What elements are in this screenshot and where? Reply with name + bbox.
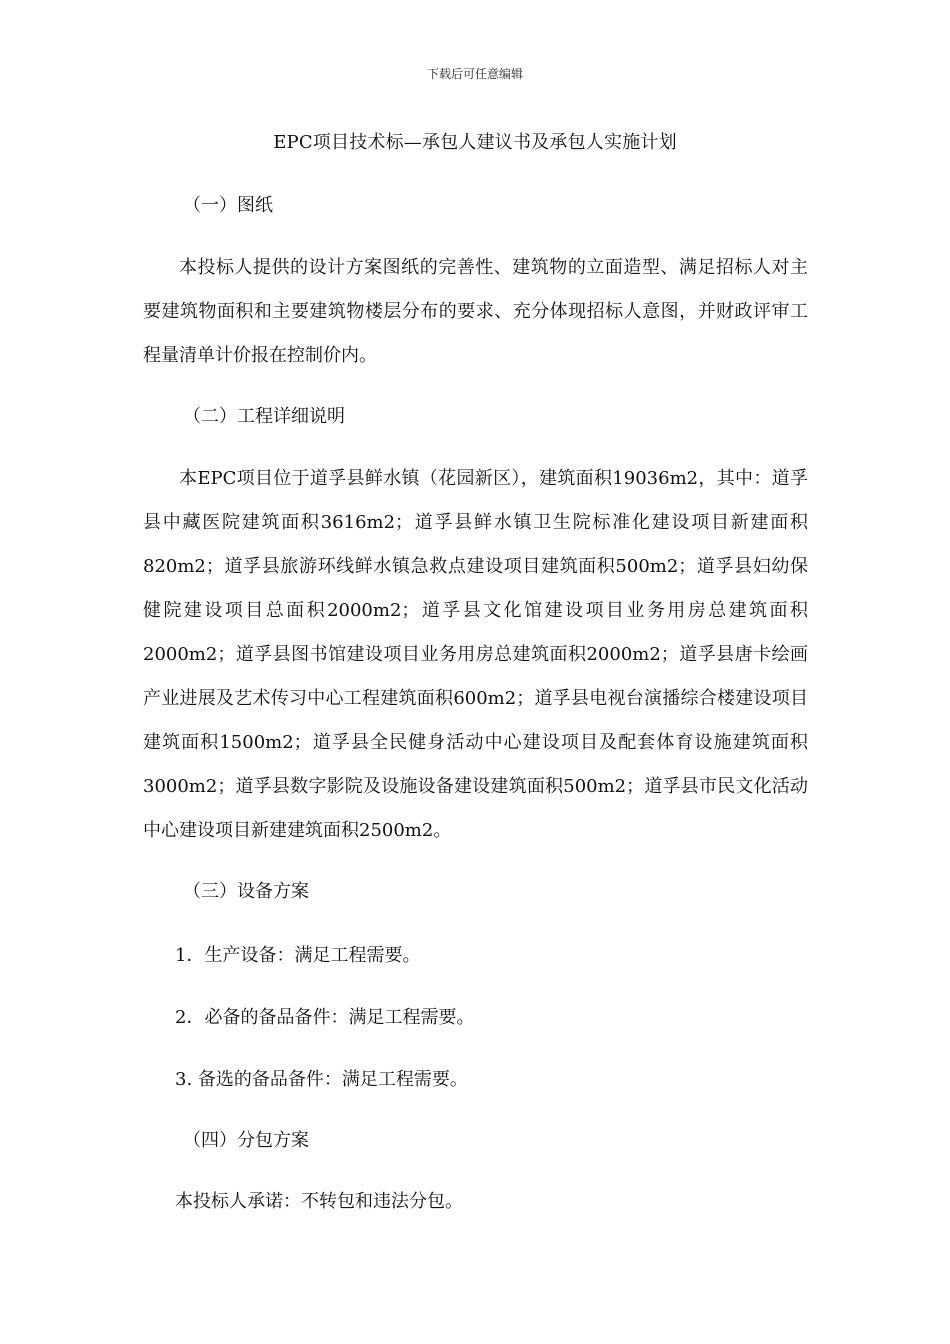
subcontract-statement: 本投标人承诺：不转包和违法分包。 [175, 1191, 463, 1212]
equipment-item-2: 2．必备的备品备件：满足工程需要。 [175, 1007, 475, 1028]
equipment-item-1: 1．生产设备：满足工程需要。 [175, 945, 421, 966]
equipment-item-3: 3. 备选的备品备件：满足工程需要。 [175, 1069, 468, 1090]
section-heading-subcontract: （四）分包方案 [183, 1130, 309, 1151]
section-paragraph-project-details: 本EPC项目位于道孚县鲜水镇（花园新区），建筑面积19036m2，其中：道孚县中藏医院建筑面积3616m2；道孚县鲜水镇卫生院标准化建设项目新建面积820m2；道孚县旅游环线鲜水镇急救点建设项目建筑面积500m2；道孚县妇幼保健院建设项目总面积2000m2；道孚县文化馆建设项目业务用房总建筑面积2000m2；道孚县图书馆建设项目业务用房总建筑面积2000m2；道孚县唐卡绘画产业进展及艺术传习中心工程建筑面积600m2；道孚县电视台演播综合楼建设项目建筑面积1500m2；道孚县全民健身活动中心建设项目及配套体育设施建筑面积3000m2；道孚县数字影院及设施设备建设建筑面积500m2；道孚县市民文化活动中心建设项目新建建筑面积2500m2。 [143, 468, 808, 841]
section-heading-drawings: （一）图纸 [183, 195, 273, 216]
section-heading-project-details: （二）工程详细说明 [183, 406, 345, 427]
section-heading-equipment: （三）设备方案 [183, 881, 309, 902]
header-note: 下载后可任意编辑 [426, 67, 523, 81]
document-title: EPC项目技术标—承包人建议书及承包人实施计划 [273, 132, 677, 153]
section-paragraph-drawings: 本投标人提供的设计方案图纸的完善性、建筑物的立面造型、满足招标人对主要建筑物面积和主要建筑物楼层分布的要求、充分体现招标人意图，并财政评审工程量清单计价报在控制价内。 [143, 257, 808, 366]
